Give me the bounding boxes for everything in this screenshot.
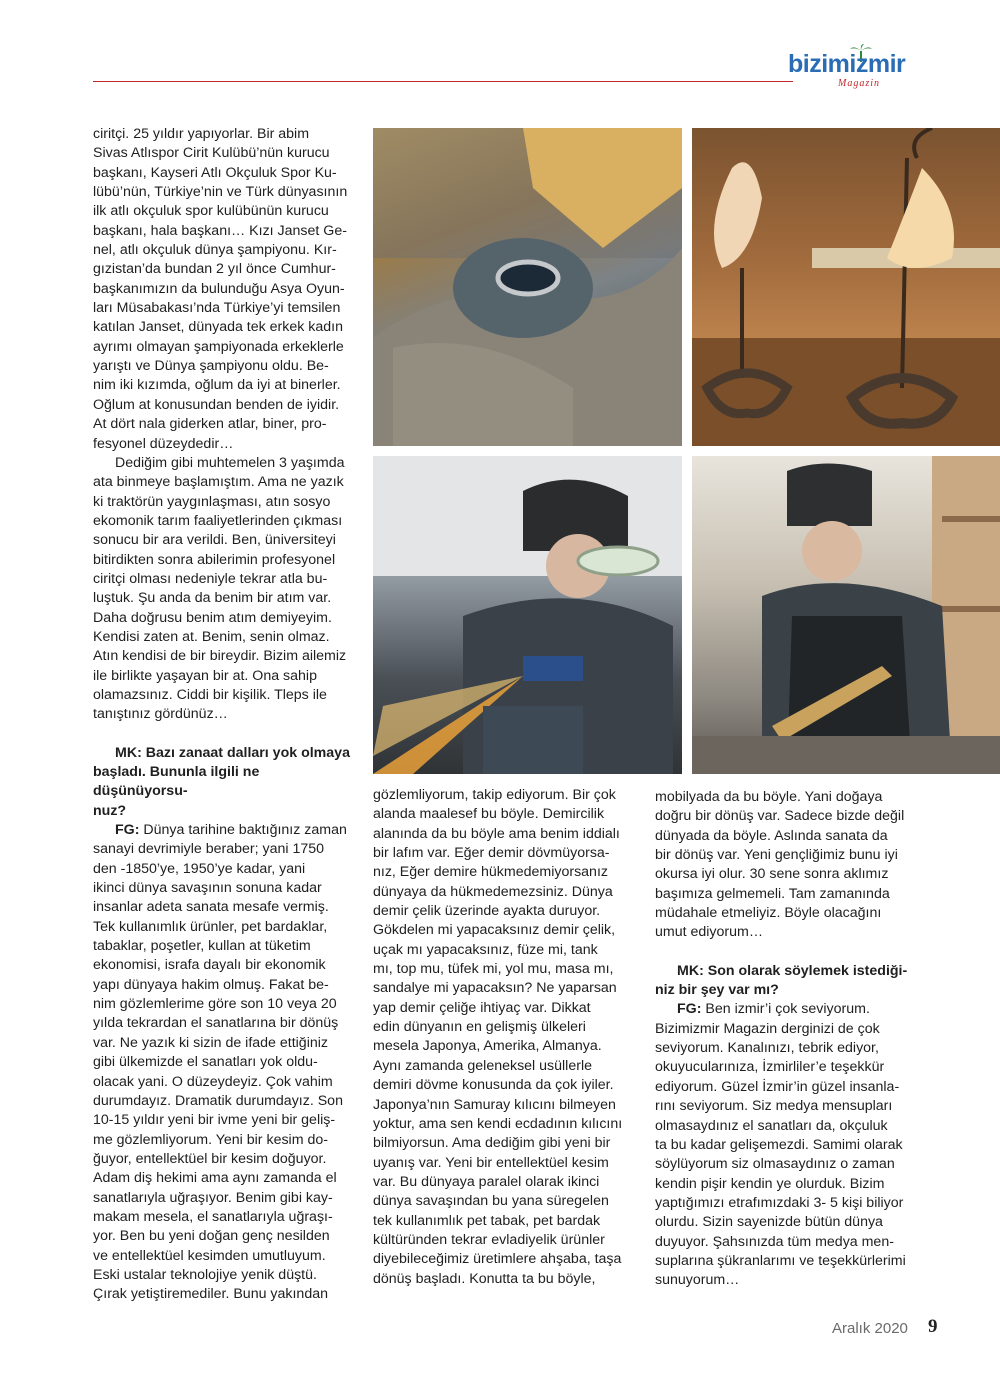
text-line: yor. Ben bu yeni doğan genç nesilden	[93, 1228, 330, 1245]
text-line: ayrımı olmayan şampiyonada erkeklerle	[93, 338, 344, 355]
answer-first-line: Dünya tarihine baktığınız zaman	[139, 822, 347, 839]
text-line: ta bu kadar gelişemezdi. Samimi olarak	[655, 1136, 903, 1153]
text-line: doğru bir dönüş var. Sadece bizde değil	[655, 808, 905, 825]
text-line: demir çelik üzerinde ayakta duruyor.	[373, 903, 601, 920]
horn-lamps-photo	[692, 128, 1000, 446]
text-line: tabaklar, poşetler, kullan at tüketim	[93, 938, 311, 955]
page-number: 9	[928, 1316, 938, 1337]
text-line: 10-15 yıldır yeni bir ivme yeni bir geliş-	[93, 1112, 336, 1129]
text-line: nim gözlemlerime göre son 10 veya 20	[93, 996, 337, 1013]
text-line: Aynı zamanda geleneksel usüllerle	[373, 1057, 592, 1074]
text-line: var. Ne yazık ki sizin de ifade ettiğiniz	[93, 1034, 328, 1051]
text-line: ediyorum. Güzel İzmir’in güzel insanla-	[655, 1078, 900, 1095]
text-line: yarıştı ve Dünya şampiyonu oldu. Be-	[93, 358, 329, 375]
text-line: ciritçi. 25 yıldır yapıyorlar. Bir abim	[93, 126, 310, 142]
logo-subtitle: Magazin	[838, 78, 880, 89]
article-column-2	[373, 786, 635, 1289]
text-line: insanlar adeta sanata mesafe vermiş.	[93, 899, 329, 916]
text-line: sunuyorum…	[655, 1272, 740, 1289]
text-line: yılda tekrardan el sanatlarına bir dönüş	[93, 1015, 339, 1032]
text-line: başkanımızın da bulunduğu Asya Oyun-	[93, 280, 345, 297]
text-line: luştuk. Şu anda da benim bir atım var.	[93, 590, 332, 607]
text-line: mobilyada da bu böyle. Yani doğaya	[655, 789, 883, 805]
text-line: okuyucularınıza, İzmirliler’e teşekkür	[655, 1059, 885, 1076]
text-line: gözlemliyorum, takip ediyorum. Bir çok	[373, 787, 616, 803]
text-line: Atın kendisi de bir bireydir. Bizim ailemiz	[93, 648, 347, 665]
text-line: başımıza gelmemeli. Tam zamanında	[655, 885, 890, 902]
text-line: Dediğim gibi muhtemelen 3 yaşımda	[115, 454, 345, 471]
text-line: Eski ustalar teknolojiye yenik düştü.	[93, 1266, 317, 1283]
craftsman-grinding-photo	[373, 456, 682, 774]
text-line: sanayi devrimiyle beraber; yani 1750	[93, 841, 325, 858]
text-line: ciritçi olması nedeniyle tekrar atla bu-	[93, 570, 328, 587]
text-line: yaptığımızı etrafımızdaki 3- 5 kişi biliyor	[655, 1194, 904, 1211]
text-line: Çırak yetiştiremediler. Bunu yakından	[93, 1286, 328, 1303]
text-line: Tek kullanımlık ürünler, pet bardaklar,	[93, 918, 328, 935]
text-line: seviyorum. Kanalınızı, tebrik ediyor,	[655, 1040, 879, 1057]
text-line: yapı dünyaya hakim olmuş. Fakat be-	[93, 976, 329, 993]
text-line: uyanış var. Yeni bir entellektüel kesim	[373, 1154, 609, 1171]
text-line: Adam diş hekimi ama aynı zamanda el	[93, 1170, 337, 1187]
text-line: müdahale etmeliyiz. Böyle olacağını	[655, 905, 882, 922]
text-line: olurdu. Sizin sayenizde bütün dünya	[655, 1214, 883, 1231]
text-line: dünya savaşından bu yana süregelen	[373, 1193, 609, 1210]
text-line: ilk atlı okçuluk spor kulübünün kurucu	[93, 203, 329, 220]
text-line: mı, top mu, tüfek mi, yol mu, masa mı,	[373, 961, 614, 978]
text-line: Kendisi zaten at. Benim, senin olmaz.	[93, 628, 330, 645]
text-line: ata binmeye başlamıştım. Ama ne yazık	[93, 474, 344, 491]
text-line: ikinci dünya savaşının sonuna kadar	[93, 880, 322, 897]
paragraph-return-to-art	[655, 788, 920, 943]
text-line: söylüyorum siz olmasaydınız o zaman	[655, 1156, 895, 1173]
answer-speaker: FG:	[677, 1001, 702, 1018]
answer-first-line: Ben izmir’i çok seviyorum.	[701, 1001, 870, 1018]
magazine-logo[interactable]	[788, 44, 928, 92]
text-line: At dört nala giderken atlar, biner, pro-	[93, 416, 327, 433]
interview-question-final	[655, 962, 920, 1001]
text-line: suplarına şükranlarımı ve teşekkürlerimi	[655, 1252, 906, 1269]
text-line: nuz?	[93, 802, 127, 819]
paragraph-iron	[373, 786, 635, 1289]
text-line: dünyada da böyle. Aslında sanata da	[655, 827, 888, 844]
text-line: ve entellektüel kesimden umutluyum.	[93, 1247, 326, 1264]
text-line: nim iki kızımda, oğlum da iyi at binerler.	[93, 377, 341, 394]
text-line: var. Bu dünyaya paralel olarak ikinci	[373, 1173, 600, 1190]
text-line: katılan Janset, dünyada tek erkek kadın	[93, 319, 344, 336]
horn-ring-photo	[373, 128, 682, 446]
text-line: okursa iyi olur. 30 sene sonra aklımız	[655, 866, 889, 883]
text-line: ekomonik tarım faaliyetlerinden çıkması	[93, 512, 343, 529]
text-line: duyuyor. Şahsınızda tüm medya men-	[655, 1233, 894, 1250]
header-rule	[93, 81, 793, 82]
text-line: olacak yani. O düzeydeyiz. Çok vahim	[93, 1073, 333, 1090]
text-line: ekonomisi, israfa dayalı bir ekonomik	[93, 957, 326, 974]
text-line: gızistan’da bundan 2 yıl önce Cumhur-	[93, 261, 336, 278]
text-line: başkanı, hala başkanı… Kızı Janset Ge-	[93, 222, 347, 239]
logo-wordmark: bizimizmir	[788, 50, 906, 78]
text-line: kendin pişir kendin ye olurduk. Bizim	[655, 1175, 885, 1192]
text-line: sonucu bir ara verildi. Ben, üniversiteyi	[93, 532, 336, 549]
text-line: gibi ülkemizde el sanatları yok oldu-	[93, 1054, 318, 1071]
text-line: bilmiyorsun. Ama dediğim gibi yeni bir	[373, 1135, 611, 1152]
text-line: fesyonel düzeydedir…	[93, 435, 234, 452]
text-line: MK: Bazı zanaat dalları yok olmaya	[115, 744, 350, 761]
interview-answer	[93, 821, 355, 1305]
text-line: umut ediyorum…	[655, 924, 764, 941]
text-line: bir dönüş var. Yeni gençliğimiz bunu iyi	[655, 847, 898, 864]
interview-answer-final	[655, 1000, 920, 1290]
text-line: Gökdelen mi yapacaksınız demir çelik,	[373, 922, 616, 939]
text-line: tanıştınız gördünüz…	[93, 706, 228, 723]
text-line: dünyaya da hükmedemezsiniz. Dünya	[373, 883, 613, 900]
answer-speaker: FG:	[115, 822, 140, 839]
text-line: ğuyor, entellektüel bir kesim doğuyor.	[93, 1150, 327, 1167]
text-line: mesela Japonya, Amerika, Almanya.	[373, 1038, 602, 1055]
craftsman-workbench-photo	[692, 456, 1000, 774]
text-line: başladı. Bununla ilgili ne düşünüyorsu-	[93, 764, 260, 800]
text-line: MK: Son olarak söylemek istediği-	[677, 962, 908, 979]
text-line: ki traktörün yaygınlaşması, atın sosyo	[93, 493, 331, 510]
text-line: nel, atlı okçuluk dünya şampiyonu. Kır-	[93, 242, 337, 259]
text-line: Bizimizmir Magazin derginizi de çok	[655, 1020, 880, 1037]
text-line: ile birlikte yaşayan bir at. Ona sahip	[93, 667, 317, 684]
text-line: me gözlemliyorum. Yeni bir kesim do-	[93, 1131, 328, 1148]
text-line: başkanı, Kayseri Atlı Okçuluk Spor Ku-	[93, 164, 337, 181]
text-line: tek kullanımlık pet tabak, pet bardak	[373, 1212, 601, 1229]
text-line: demiri dövme konusunda da çok iyiler.	[373, 1077, 614, 1094]
text-line: den -1850’ye, 1950’ye kadar, yani	[93, 860, 306, 877]
text-line: yap demir çeliğe ihtiyaç var. Dikkat	[373, 999, 591, 1016]
text-line: diyebileceğimiz üretimlere ahşaba, taşa	[373, 1251, 622, 1268]
article-column-1	[93, 125, 355, 1305]
article-column-3	[655, 788, 920, 1291]
text-line: edin dünyanın en gelişmiş ülkeleri	[373, 1019, 586, 1036]
text-line: ları Müsabakası’nda Türkiye’yi temsilen	[93, 300, 341, 317]
text-line: nız, Eğer demire hükmedemiyorsanız	[373, 864, 608, 881]
text-line: uçak mı yapacaksınız, füze mi, tank	[373, 941, 598, 958]
text-line: durumdayız. Dramatik durumdayız. Son	[93, 1092, 343, 1109]
text-line: olmasaydınız el sanatları da, okçuluk	[655, 1117, 888, 1134]
paragraph-riding	[93, 454, 355, 725]
text-line: Daha doğrusu benim atım demiyeyim.	[93, 609, 332, 626]
text-line: bir lafım var. Eğer demir dövmüyorsa-	[373, 845, 610, 862]
text-line: lübü’nün, Türkiye’nin ve Türk dünyasının	[93, 184, 348, 201]
text-line: niz bir şey var mı?	[655, 982, 779, 999]
issue-date: Aralık 2020	[832, 1320, 908, 1337]
text-line: dönüş başladı. Konutta ta bu böyle,	[373, 1270, 596, 1287]
text-line: olamazsınız. Ciddi bir kişilik. Tleps ile	[93, 686, 327, 703]
text-line: kültüründen tekrar evladiyelik ürünler	[373, 1231, 605, 1248]
text-line: bitirdikten sonra abilerimin profesyonel	[93, 551, 336, 568]
text-line: sanatlarıyla uğraşıyor. Benim gibi kay-	[93, 1189, 333, 1206]
paragraph-continued	[93, 125, 355, 454]
text-line: Oğlum at konusundan benden de iyidir.	[93, 396, 340, 413]
text-line: alanında da bu böyle ama benim iddialı	[373, 825, 620, 842]
text-line: rını seviyorum. Siz medya mensupları	[655, 1098, 893, 1115]
text-line: makam mesela, el sanatlarıyla uğraşı-	[93, 1208, 333, 1225]
text-line: sandalye mi yapacaksın? Ne yaparsan	[373, 980, 617, 997]
text-line: Japonya’nın Samuray kılıcını bilmeyen	[373, 1096, 616, 1113]
text-line: alanda maalesef bu böyle. Demircilik	[373, 806, 605, 823]
interview-question	[93, 744, 355, 821]
text-line: yoktur, ama sen kendi ecdadının kılıcını	[373, 1115, 623, 1132]
text-line: Sivas Atlıspor Cirit Kulübü’nün kurucu	[93, 145, 330, 162]
